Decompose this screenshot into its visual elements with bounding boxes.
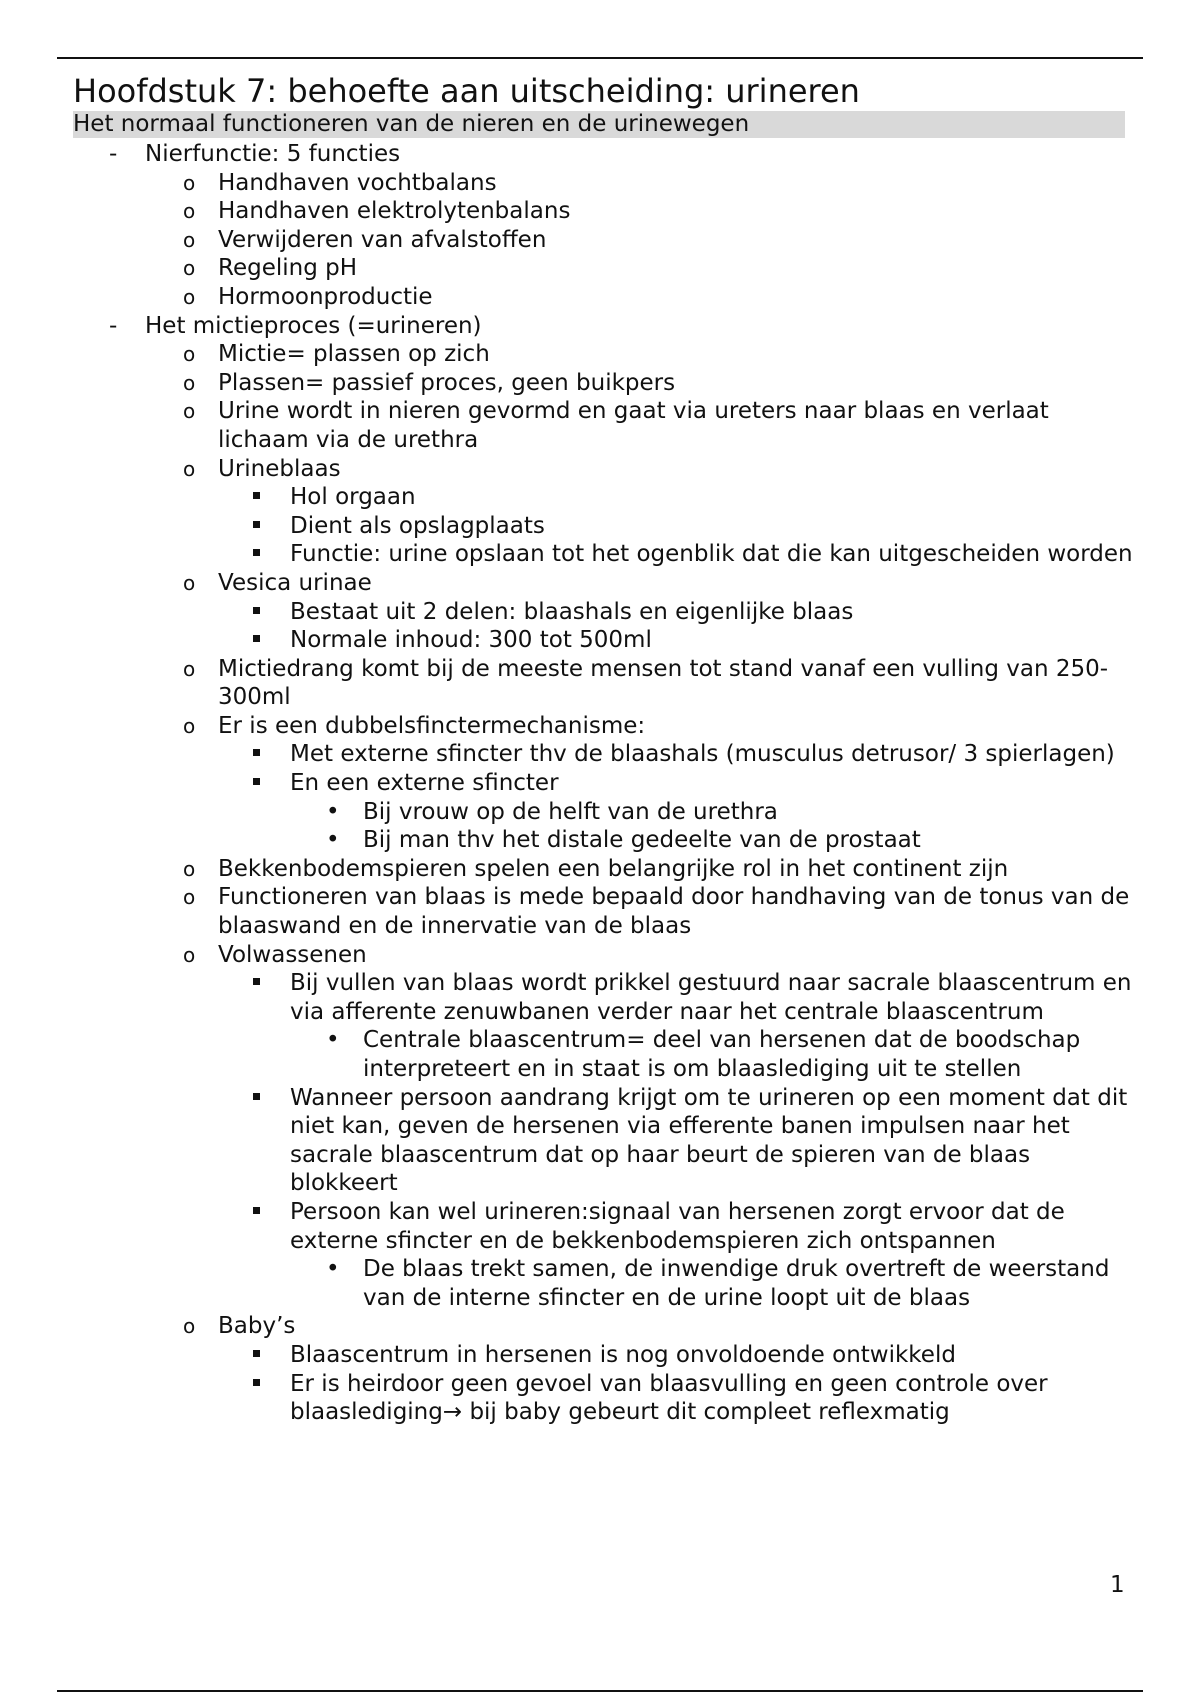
list-item-level-2	[73, 1312, 1133, 1426]
list-item-text: Functioneren van blaas is mede bepaald door handhaving van de tonus van de blaaswand en de innervatie van de blaas	[218, 884, 1130, 940]
list-item-level-3	[73, 1198, 1133, 1312]
list-item-level-4	[73, 1255, 1133, 1312]
square-bullet-icon	[253, 769, 260, 798]
circle-bullet: o	[183, 284, 196, 309]
list-item-text: Urineblaas	[218, 455, 341, 482]
circle-bullet: o	[183, 227, 196, 252]
dot-bullet: •	[326, 827, 340, 854]
square-bullet-icon	[253, 1084, 260, 1113]
dot-bullet: •	[326, 798, 340, 825]
list-item-text: Bij vullen van blaas wordt prikkel gestuurd naar sacrale blaascentrum en via afferente zenuwbanen verder naar het centrale blaascentrum	[290, 970, 1132, 1025]
list-item-text: Hormoonproductie	[218, 283, 433, 310]
square-bullet-icon	[253, 626, 260, 655]
list-item-level-3	[73, 1341, 1133, 1370]
nested-list	[290, 1255, 1133, 1312]
list-item-level-3	[73, 1084, 1133, 1198]
list-item-text: Normale inhoud: 300 tot 500ml	[290, 627, 652, 654]
square-bullet-icon	[253, 1370, 260, 1399]
dash-bullet: -	[109, 312, 118, 339]
circle-bullet: o	[183, 399, 196, 424]
list-item-text: Bij vrouw op de helft van de urethra	[363, 798, 778, 825]
circle-bullet: o	[183, 1314, 196, 1339]
nested-list	[218, 969, 1133, 1312]
list-item-level-2	[73, 712, 1133, 855]
list-item-level-2	[73, 569, 1133, 655]
list-item-level-3	[73, 540, 1133, 569]
page-number: 1	[1110, 1572, 1125, 1598]
list-item-text: Handhaven vochtbalans	[218, 169, 497, 196]
section-heading: Het normaal functioneren van de nieren en de urinewegen	[73, 111, 1125, 138]
circle-bullet: o	[183, 856, 196, 881]
list-item-text: Er is heirdoor geen gevoel van blaasvulling en geen controle over blaaslediging→ bij baby gebeurt dit compleet reflexmatig	[290, 1370, 1048, 1426]
square-bullet-icon	[253, 598, 260, 627]
square-bullet-icon	[253, 1198, 260, 1227]
page-title: Hoofdstuk 7: behoefte aan uitscheiding: urineren	[73, 72, 860, 110]
outline-list	[73, 140, 1133, 1427]
list-item-text: Functie: urine opslaan tot het ogenblik dat die kan uitgescheiden worden	[290, 541, 1133, 568]
list-item-text: Wanneer persoon aandrang krijgt om te urineren op een moment dat dit niet kan, geven de hersenen via efferente banen impulsen naar het sacrale blaascentrum dat op haar beurt de spieren van de blaas blokkeert	[290, 1084, 1128, 1197]
list-item-level-3	[73, 598, 1133, 627]
circle-bullet: o	[183, 170, 196, 195]
list-item-level-4	[73, 798, 1133, 827]
circle-bullet: o	[183, 713, 196, 738]
list-item-text: Hol orgaan	[290, 484, 416, 511]
circle-bullet: o	[183, 570, 196, 595]
square-bullet-icon	[253, 740, 260, 769]
list-item-level-2	[73, 369, 1133, 398]
square-bullet-icon	[253, 540, 260, 569]
list-item-text: Mictie= plassen op zich	[218, 341, 490, 368]
list-item-level-3	[73, 1370, 1133, 1427]
nested-list	[218, 740, 1133, 854]
list-item-text: Baby’s	[218, 1313, 296, 1340]
list-item-text: Centrale blaascentrum= deel van hersenen dat de boodschap interpreteert en in staat is om blaaslediging uit te stellen	[363, 1027, 1081, 1082]
dash-bullet: -	[109, 141, 118, 167]
list-item-level-3	[73, 626, 1133, 655]
list-item-level-3	[73, 483, 1133, 512]
list-item-level-1	[73, 140, 1133, 312]
circle-bullet: o	[183, 256, 196, 281]
list-item-level-3	[73, 740, 1133, 769]
list-item-text: Bestaat uit 2 delen: blaashals en eigenlijke blaas	[290, 598, 854, 625]
list-item-text: Volwassenen	[218, 941, 367, 968]
list-item-text: Nierfunctie: 5 functies	[145, 141, 401, 167]
document-page	[73, 71, 1133, 1427]
nested-list	[218, 1341, 1133, 1427]
circle-bullet: o	[183, 885, 196, 910]
circle-bullet: o	[183, 656, 196, 681]
list-item-text: Verwijderen van afvalstoffen	[218, 226, 547, 253]
list-item-text: Mictiedrang komt bij de meeste mensen tot stand vanaf een vulling van 250-300ml	[218, 655, 1109, 711]
list-item-text: Persoon kan wel urineren:signaal van hersenen zorgt ervoor dat de externe sfincter en de bekkenbodemspieren zich ontspannen	[290, 1198, 1065, 1254]
circle-bullet: o	[183, 456, 196, 481]
list-item-text: Handhaven elektrolytenbalans	[218, 198, 571, 225]
list-item-text: Plassen= passief proces, geen buikpers	[218, 369, 676, 396]
list-item-level-2	[73, 941, 1133, 1313]
list-item-level-2	[73, 655, 1133, 712]
list-item-level-3	[73, 512, 1133, 541]
square-bullet-icon	[253, 483, 260, 512]
list-item-level-2	[73, 397, 1133, 454]
square-bullet-icon	[253, 969, 260, 998]
list-item-text: Er is een dubbelsfinctermechanisme:	[218, 712, 646, 739]
list-item-text: Dient als opslagplaats	[290, 512, 545, 539]
list-item-level-2	[73, 226, 1133, 255]
footer-rule	[57, 1690, 1143, 1692]
square-bullet-icon	[253, 512, 260, 541]
list-item-text: En een externe sfincter	[290, 770, 559, 797]
list-item-text: Regeling pH	[218, 255, 358, 282]
list-item-text: Het mictieproces (=urineren)	[145, 312, 482, 339]
list-item-text: Bij man thv het distale gedeelte van de prostaat	[363, 827, 921, 854]
list-item-text: De blaas trekt samen, de inwendige druk overtreft de weerstand van de interne sfincter en de urine loopt uit de blaas	[363, 1256, 1110, 1311]
circle-bullet: o	[183, 942, 196, 967]
dot-bullet: •	[326, 1256, 340, 1283]
list-item-text: Vesica urinae	[218, 569, 372, 596]
list-item-level-3	[73, 769, 1133, 855]
list-item-level-2	[73, 197, 1133, 226]
list-item-level-2	[73, 855, 1133, 884]
circle-bullet: o	[183, 342, 196, 367]
list-item-level-1	[73, 312, 1133, 1427]
list-item-level-3	[73, 969, 1133, 1083]
nested-list	[218, 483, 1133, 569]
list-item-level-4	[73, 826, 1133, 855]
list-item-level-2	[73, 883, 1133, 940]
nested-list	[290, 1026, 1133, 1083]
list-item-text: Met externe sfincter thv de blaashals (musculus detrusor/ 3 spierlagen)	[290, 741, 1115, 768]
nested-list	[290, 798, 1133, 855]
list-item-level-2	[73, 169, 1133, 198]
list-item-level-2	[73, 340, 1133, 369]
list-item-text: Blaascentrum in hersenen is nog onvoldoende ontwikkeld	[290, 1341, 956, 1368]
list-item-text: Bekkenbodemspieren spelen een belangrijke rol in het continent zijn	[218, 855, 1009, 882]
list-item-text: Urine wordt in nieren gevormd en gaat via ureters naar blaas en verlaat lichaam via de urethra	[218, 398, 1049, 453]
circle-bullet: o	[183, 199, 196, 224]
square-bullet-icon	[253, 1341, 260, 1370]
list-item-level-2	[73, 254, 1133, 283]
nested-list	[218, 598, 1133, 655]
dot-bullet: •	[326, 1027, 340, 1054]
list-item-level-2	[73, 455, 1133, 569]
list-item-level-4	[73, 1026, 1133, 1083]
nested-list	[145, 169, 1133, 312]
header-rule	[57, 57, 1143, 59]
nested-list	[145, 340, 1133, 1427]
list-item-level-2	[73, 283, 1133, 312]
circle-bullet: o	[183, 370, 196, 395]
